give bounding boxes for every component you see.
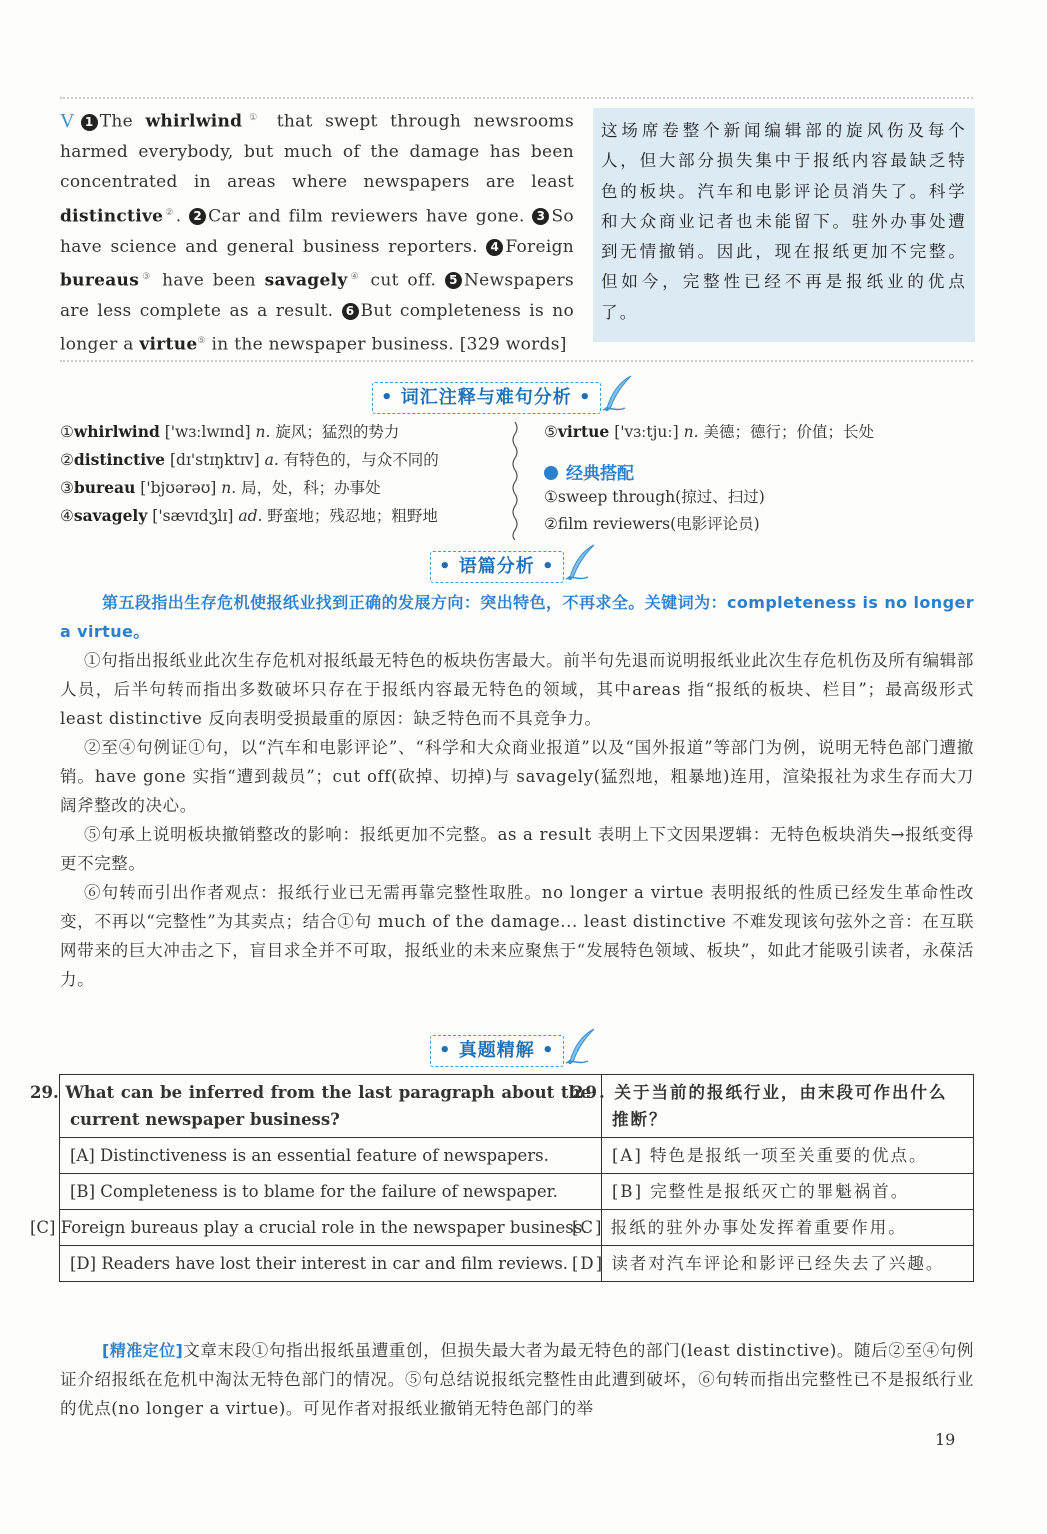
option-row	[60, 1246, 974, 1282]
option-en: [C] Foreign bureaus play a crucial role in the newspaper business.	[60, 1210, 602, 1246]
vocab-section-title: • 词汇注释与难句分析 •	[372, 382, 601, 414]
analysis-paragraph: ⑥句转而引出作者观点：报纸行业已无需再靠完整性取胜。no longer a virtue 表明报纸的性质已经发生革命性改变，不再以“完整性”为其卖点；结合①句 much of the damage... least distinctive 不难发现该句弦外之音：在互联网带来的巨大冲击之下，盲目求全并不可取，报纸业的未来应聚焦于“发展特色领域、板块”，如此才能吸引读者，永葆活力。	[60, 883, 974, 989]
option-row	[60, 1138, 974, 1174]
vocab-item: ②distinctive [dɪ'stɪŋktɪv] a. 有特色的，与众不同的	[60, 450, 439, 469]
question-stem-row	[60, 1075, 974, 1138]
top-divider	[60, 97, 973, 99]
option-row	[60, 1210, 974, 1246]
translation-box: 这场席卷整个新闻编辑部的旋风伤及每个人，但大部分损失集中于报纸内容最缺乏特色的板块。汽车和电影评论员消失了。科学和大众商业记者也未能留下。驻外办事处遭到无情撤销。因此，现在报纸更加不完整。但如今，完整性已经不再是报纸业的优点了。	[593, 108, 975, 342]
keyword: whirlwind	[145, 111, 243, 132]
option-en: [D] Readers have lost their interest in car and film reviews.	[60, 1246, 602, 1282]
option-en: [B] Completeness is to blame for the failure of newspaper.	[60, 1174, 602, 1210]
locate-text: 文章末段①句指出报纸虽遭重创，但损失最大者为最无特色的部门(least distinctive)。随后②至④句例证介绍报纸在危机中淘汰无特色部门的情况。⑤句总结说报纸完整性由此遭到破坏，⑥句转而指出完整性已不是报纸行业的优点(no longer a virtue)。可见作者对报纸业撤销无特色部门的举	[60, 1341, 974, 1418]
sentence-number: 3	[532, 208, 549, 225]
keyword: bureaus	[60, 270, 140, 291]
collocation-heading: 经典搭配	[544, 459, 634, 484]
collocation-list	[544, 484, 974, 538]
paragraph-marker: V	[60, 109, 75, 132]
analysis-paragraph: ②至④句例证①句，以“汽车和电影评论”、“科学和大众商业报道”以及“国外报道”等部门为例，说明无特色部门遭撤销。have gone 实指“遭到裁员”；cut off(砍掉、切掉)与 savagely(猛烈地，粗暴地)连用，渲染报社为求生存而大刀阔斧整改的决心。	[60, 738, 974, 815]
quill-icon	[601, 374, 635, 414]
vocab-item: ④savagely ['sævɪdʒlɪ] ad. 野蛮地；残忍地；粗野地	[60, 506, 438, 525]
keyword: virtue	[139, 334, 198, 355]
discourse-section-header	[430, 543, 598, 583]
vocab-item: ③bureau ['bjʊərəʊ] n. 局，处，科；办事处	[60, 478, 381, 497]
discourse-section-title: • 语篇分析 •	[430, 551, 564, 583]
sentence-number: 2	[189, 208, 206, 225]
analysis-paragraph: ①句指出报纸业此次生存危机对报纸最无特色的板块伤害最大。前半句先退而说明报纸业此次生存危机伤及所有编辑部人员，后半句转而指出多数破坏只存在于报纸内容最无特色的领域，其中areas 指“报纸的板块、栏目”；最高级形式 least distinctive 反向表明受损最重的原因：缺乏特色而不具竞争力。	[60, 651, 974, 728]
question-stem-en: 29. What can be inferred from the last paragraph about the current newspaper business?	[60, 1075, 602, 1138]
word-count: [329 words]	[459, 334, 567, 355]
vocab-section-header	[372, 374, 635, 414]
option-zh: [B] 完整性是报纸灭亡的罪魁祸首。	[602, 1174, 974, 1210]
locate-explanation	[60, 1336, 974, 1423]
sentence-number: 5	[445, 272, 462, 289]
sentence-number: 6	[342, 303, 359, 320]
option-row	[60, 1174, 974, 1210]
keyword: distinctive	[60, 206, 164, 227]
locate-label: [精准定位]	[102, 1341, 184, 1360]
question-table	[30, 1074, 974, 1282]
option-zh: [C] 报纸的驻外办事处发挥着重要作用。	[602, 1210, 974, 1246]
wavy-divider	[510, 422, 520, 540]
page-number: 19	[935, 1430, 956, 1449]
option-en: [A] Distinctiveness is an essential feature of newspapers.	[60, 1138, 602, 1174]
vocab-list-left	[60, 418, 510, 530]
analysis-body	[60, 588, 974, 994]
middle-divider	[60, 360, 973, 362]
collocation-item: ①sweep through(掠过、扫过)	[544, 488, 765, 506]
bullet-dot-icon	[544, 466, 558, 480]
analysis-paragraph: ⑤句承上说明板块撤销整改的影响：报纸更加不完整。as a result 表明上下文因果逻辑：无特色板块消失→报纸变得更不完整。	[60, 825, 974, 873]
sentence-number: 1	[81, 114, 98, 131]
vocab-item: ①whirlwind ['wɜːlwɪnd] n. 旋风；猛烈的势力	[60, 422, 400, 441]
exam-section-header	[430, 1027, 598, 1067]
passage-text: V 1 The whirlwind① that swept through newsrooms harmed everybody, but much of the damage has been concentrated in areas where newspapers are least distinctive②. 2 Car and film reviewers have gone. 3 So have science and general business reporters. 4 Foreign bureaus③ have been savagely④ cut off. 5 Newspapers are less complete as a result. 6 But completeness is no longer a virtue⑤ in the newspaper business. [329 words]	[60, 109, 574, 355]
question-stem-zh: 29. 关于当前的报纸行业，由末段可作出什么推断？	[602, 1075, 974, 1138]
quill-icon	[564, 1027, 598, 1067]
option-zh: [D] 读者对汽车评论和影评已经失去了兴趣。	[602, 1246, 974, 1282]
keyword: savagely	[264, 270, 348, 291]
vocab-item-right: ⑤virtue ['vɜːtjuː] n. 美德；德行；价值；长处	[544, 422, 874, 441]
quill-icon	[564, 543, 598, 583]
collocation-item: ②film reviewers(电影评论员)	[544, 515, 760, 533]
sentence-number: 4	[486, 239, 503, 256]
analysis-summary: 第五段指出生存危机使报纸业找到正确的发展方向：突出特色，不再求全。关键词为：completeness is no longer a virtue。	[60, 593, 974, 641]
exam-section-title: • 真题精解 •	[430, 1035, 564, 1067]
option-zh: [A] 特色是报纸一项至关重要的优点。	[602, 1138, 974, 1174]
